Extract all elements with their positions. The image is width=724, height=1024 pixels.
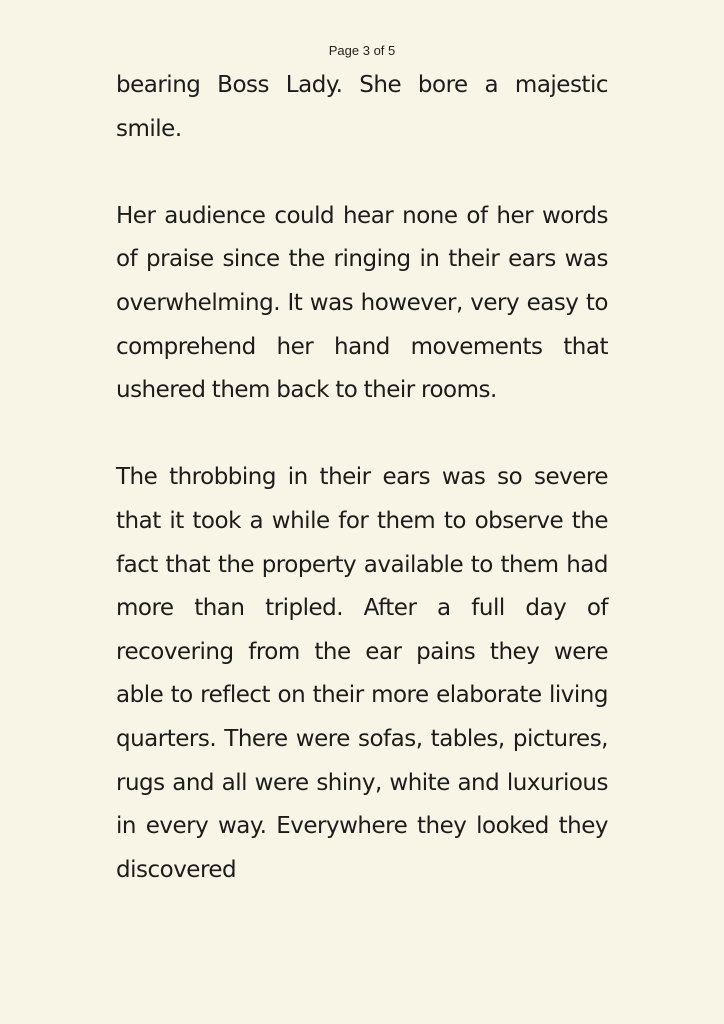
paragraph-3: The throbbing in their ears was so severe that it took a while for them to observe the fact that the property available to them had more than tripled. After a full day of recovering from the ear pains they were able to reflect on their more elaborate living quarters. There were sofas, tables, pictures, rugs and all were shiny, white and luxurious in every way. Everywhere they looked they discovered xyxy=(116,464,608,883)
page-indicator: Page 3 of 5 xyxy=(328,43,396,58)
paragraph-1: bearing Boss Lady. She bore a majestic smile. xyxy=(116,72,608,142)
reading-area[interactable] xyxy=(116,64,608,892)
paragraph-2: Her audience could hear none of her words of praise since the ringing in their ears was overwhelming. It was however, very easy to comprehend her hand movements that ushered them back to their rooms. xyxy=(116,202,608,404)
